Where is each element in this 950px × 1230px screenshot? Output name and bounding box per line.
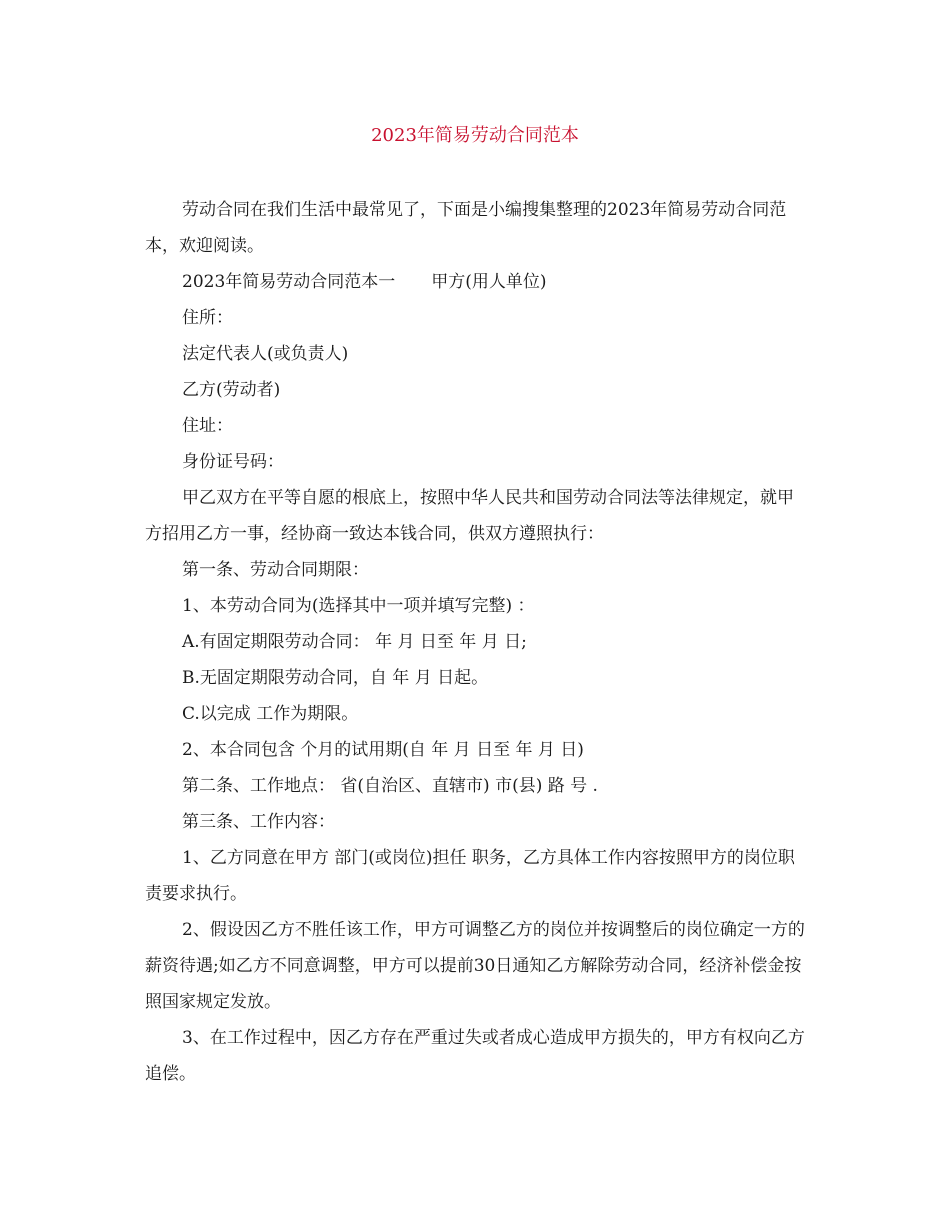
article-1-item-2: 2、本合同包含 个月的试用期(自 年 月 日至 年 月 日) [182, 740, 584, 760]
article-1-option-a: A.有固定期限劳动合同： 年 月 日至 年 月 日; [182, 632, 527, 652]
party-b-line: 乙方(劳动者) [182, 380, 281, 400]
intro-paragraph: 劳动合同在我们生活中最常见了，下面是小编搜集整理的2023年简易劳动合同范本，欢迎阅读。 [145, 200, 787, 256]
address-line: 住所： [182, 308, 233, 328]
article-3-item-1: 1、乙方同意在甲方 部门(或岗位)担任 职务，乙方具体工作内容按照甲方的岗位职责要求执行。 [145, 848, 795, 904]
article-1-option-b: B.无固定期限劳动合同，自 年 月 日起。 [182, 668, 489, 688]
preamble-paragraph: 甲乙双方在平等自愿的根底上，按照中华人民共和国劳动合同法等法律规定，就甲方招用乙方一事，经协商一致达本钱合同，供双方遵照执行： [145, 488, 794, 544]
article-3-heading: 第三条、工作内容： [182, 812, 335, 832]
article-3-item-3: 3、在工作过程中，因乙方存在严重过失或者成心造成甲方损失的，甲方有权向乙方追偿。 [145, 1028, 805, 1084]
sample-heading: 2023年简易劳动合同范本一 [182, 272, 396, 292]
document-title: 2023年简易劳动合同范本 [371, 125, 579, 146]
residence-line: 住址： [182, 416, 233, 436]
article-1-item-1: 1、本劳动合同为(选择其中一项并填写完整) ： [182, 596, 535, 616]
article-1-heading: 第一条、劳动合同期限： [182, 560, 369, 580]
id-number-line: 身份证号码： [182, 452, 284, 472]
document-body [145, 192, 810, 1092]
article-1-option-c: C.以完成 工作为期限。 [182, 704, 359, 724]
article-3-item-2: 2、假设因乙方不胜任该工作，甲方可调整乙方的岗位并按调整后的岗位确定一方的薪资待遇;如乙方不同意调整，甲方可以提前30日通知乙方解除劳动合同，经济补偿金按照国家规定发放。 [145, 920, 805, 1012]
sample-heading-line [145, 264, 810, 300]
party-a-label: 甲方(用人单位) [431, 272, 547, 292]
article-2-heading: 第二条、工作地点： 省(自治区、直辖市) 市(县) 路 号 . [182, 776, 598, 796]
legal-rep-line: 法定代表人(或负责人) [182, 344, 349, 364]
